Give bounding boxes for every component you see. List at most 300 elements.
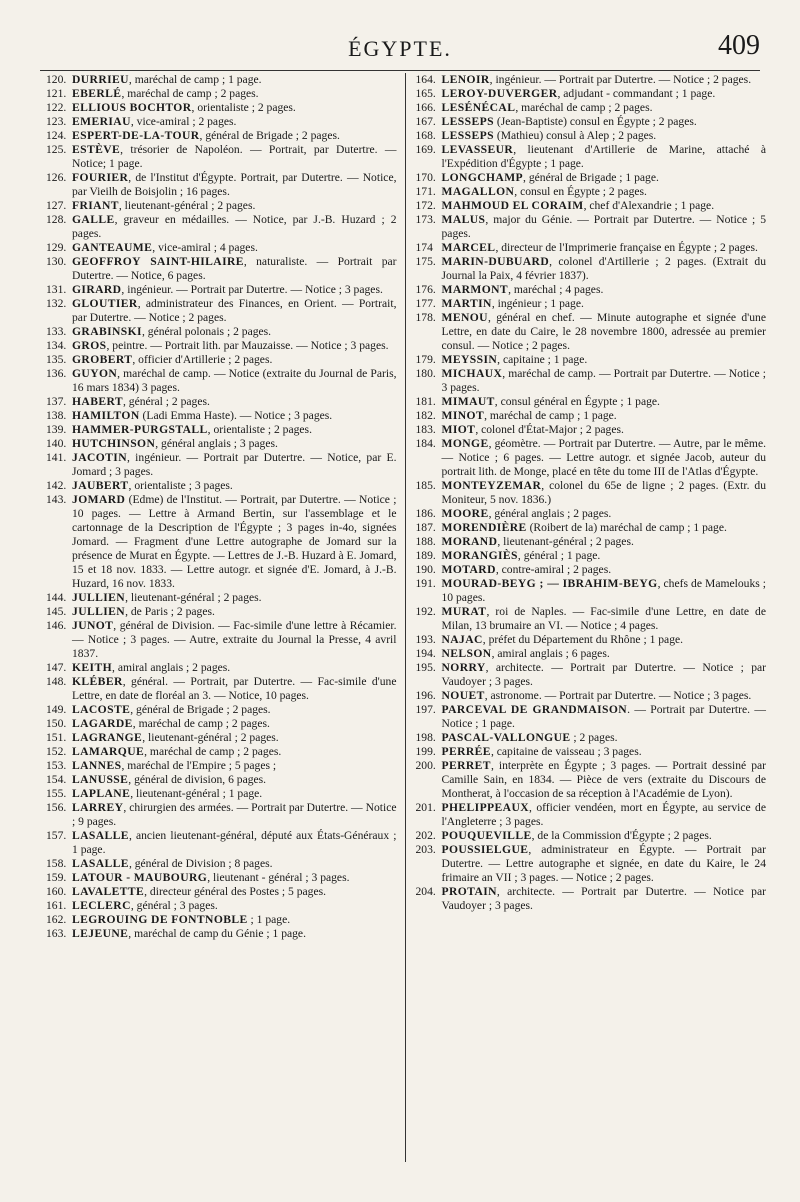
entry-name: ESTÈVE: [72, 143, 121, 156]
entry-name: EMERIAU: [72, 115, 131, 128]
entry-name: POUSSIELGUE: [441, 843, 529, 856]
entry-number: 180.: [415, 367, 436, 380]
entry-number: 161.: [46, 899, 67, 912]
entry-number: 120.: [46, 73, 67, 86]
entry-description: , astronome. — Portrait par Dutertre. — Notice ; 3 pages.: [484, 689, 752, 702]
entry-name: POUQUEVILLE: [441, 829, 532, 842]
index-entry: [416, 311, 767, 353]
entry-description: , chef d'Alexandrie ; 1 page.: [583, 199, 715, 212]
index-entry: [416, 521, 767, 535]
index-entry: [46, 297, 397, 325]
entry-description: , chefs de Mamelouks ; 10 pages.: [441, 577, 767, 604]
index-entry: [416, 199, 767, 213]
index-entry: [46, 871, 397, 885]
entry-number: 203.: [415, 843, 436, 856]
index-entry: [46, 283, 397, 297]
entry-name: MORAND: [441, 535, 498, 548]
entry-number: 198.: [415, 731, 436, 744]
index-entry: [416, 73, 767, 87]
entry-name: HAMILTON: [72, 409, 140, 422]
entry-number: 157.: [46, 829, 67, 842]
entry-name: LEROY-DUVERGER: [441, 87, 558, 100]
entry-description: , colonel d'Artillerie ; 2 pages. (Extrait du Journal la Paix, 4 février 1837).: [441, 255, 766, 282]
entry-description: , amiral anglais ; 6 pages.: [491, 647, 610, 660]
entry-description: (Roibert de la) maréchal de camp ; 1 page.: [526, 521, 727, 534]
entry-description: , architecte. — Portrait par Dutertre. — Notice par Vaudoyer ; 3 pages.: [441, 885, 766, 912]
entry-name: HUTCHINSON: [72, 437, 156, 450]
entry-name: GRABINSKI: [72, 325, 142, 338]
entry-name: LENOIR: [441, 73, 490, 86]
index-entry: [416, 87, 767, 101]
index-entry: [416, 409, 767, 423]
index-entry: [416, 633, 767, 647]
entry-description: , général polonais ; 2 pages.: [141, 325, 272, 338]
index-entry: [46, 115, 397, 129]
entry-number: 158.: [46, 857, 67, 870]
index-entry: [46, 437, 397, 451]
entry-number: 204.: [415, 885, 436, 898]
entry-number: 193.: [415, 633, 436, 646]
entry-number: 131.: [46, 283, 67, 296]
index-entry: [46, 325, 397, 339]
entry-number: 150.: [46, 717, 67, 730]
entry-description: , directeur de l'Imprimerie française en Égypte ; 2 pages.: [495, 241, 758, 254]
index-entry: [46, 101, 397, 115]
entry-description: , ingénieur. — Portrait par Dutertre. — Notice, par E. Jomard ; 3 pages.: [72, 451, 397, 478]
index-entry: [46, 87, 397, 101]
entry-number: 125.: [46, 143, 67, 156]
entry-description: , adjudant - commandant ; 1 page.: [557, 87, 716, 100]
entry-description: , orientaliste ; 2 pages.: [191, 101, 296, 114]
entry-number: 185.: [415, 479, 436, 492]
entry-number: 176.: [415, 283, 436, 296]
index-entry: [46, 143, 397, 171]
entry-name: PARCEVAL DE GRANDMAISON: [441, 703, 628, 716]
entry-number: 183.: [415, 423, 436, 436]
entry-description: , peintre. — Portrait lith. par Mauzaisse. — Notice ; 3 pages.: [106, 339, 389, 352]
index-entry: [416, 283, 767, 297]
index-entry: [416, 185, 767, 199]
entry-number: 155.: [46, 787, 67, 800]
entry-name: JULLIEN: [72, 591, 126, 604]
index-entry: [46, 801, 397, 829]
entry-number: 181.: [415, 395, 436, 408]
entry-name: MEYSSIN: [441, 353, 498, 366]
entry-number: 191.: [415, 577, 436, 590]
entry-number: 182.: [415, 409, 436, 422]
index-entry: [416, 843, 767, 885]
entry-name: LAPLANE: [72, 787, 131, 800]
entry-description: , consul général en Égypte ; 1 page.: [494, 395, 660, 408]
entry-name: JAUBERT: [72, 479, 129, 492]
index-entry: [416, 577, 767, 605]
entry-number: 124.: [46, 129, 67, 142]
entry-description: , consul en Égypte ; 2 pages.: [514, 185, 647, 198]
index-entry: [416, 535, 767, 549]
entry-number: 130.: [46, 255, 67, 268]
index-entry: [46, 353, 397, 367]
entry-description: ; 1 page.: [247, 913, 291, 926]
index-entry: [46, 367, 397, 395]
entry-name: DURRIEU: [72, 73, 129, 86]
entry-description: , officier d'Artillerie ; 2 pages.: [132, 353, 273, 366]
entry-number: 179.: [415, 353, 436, 366]
index-entry: [416, 213, 767, 241]
entry-number: 189.: [415, 549, 436, 562]
entry-name: JOMARD: [72, 493, 126, 506]
index-entry: [416, 143, 767, 171]
index-entry: [46, 829, 397, 857]
entry-name: KLÉBER: [72, 675, 123, 688]
entry-name: HAMMER-PURGSTALL: [72, 423, 208, 436]
entry-number: 156.: [46, 801, 67, 814]
entry-name: PHELIPPEAUX: [441, 801, 529, 814]
entry-name: MORENDIÈRE: [441, 521, 527, 534]
entry-description: , contre-amiral ; 2 pages.: [495, 563, 612, 576]
entry-number: 199.: [415, 745, 436, 758]
entry-name: LASALLE: [72, 857, 129, 870]
entry-description: , général de Division ; 8 pages.: [128, 857, 273, 870]
entry-number: 192.: [415, 605, 436, 618]
index-entry: [416, 885, 767, 913]
entry-description: , orientaliste ; 2 pages.: [207, 423, 312, 436]
entry-description: , roi de Naples. — Fac-simile d'une Lettre, en date de Milan, 13 brumaire an VI. — Notice ; 4 pages.: [441, 605, 766, 632]
entry-number: 202.: [415, 829, 436, 842]
entry-description: , maréchal de camp ; 1 page.: [484, 409, 617, 422]
index-entry: [416, 661, 767, 689]
entry-name: MONTEYZEMAR: [441, 479, 542, 492]
entry-description: , ingénieur. — Portrait par Dutertre. — Notice ; 3 pages.: [121, 283, 383, 296]
entry-number: 143.: [46, 493, 67, 506]
entry-name: LEVASSEUR: [441, 143, 514, 156]
index-entry: [416, 801, 767, 829]
entry-number: 171.: [415, 185, 436, 198]
entry-description: , vice-amiral ; 2 pages.: [130, 115, 237, 128]
entry-number: 173.: [415, 213, 436, 226]
entry-number: 163.: [46, 927, 67, 940]
entry-name: JACOTIN: [72, 451, 127, 464]
entry-description: , ancien lieutenant-général, député aux États-Généraux ; 1 page.: [72, 829, 397, 856]
entry-number: 147.: [46, 661, 67, 674]
index-entry: [46, 451, 397, 479]
index-entry: [416, 437, 767, 479]
index-entry: [46, 213, 397, 241]
index-entry: [46, 199, 397, 213]
entry-description: , capitaine de vaisseau ; 3 pages.: [490, 745, 642, 758]
running-head: [0, 28, 800, 68]
entry-description: , général de Division. — Fac-simile d'une lettre à Récamier. — Notice ; 3 pages. — Autre, extraite du Journal la Presse, 4 avril 1837.: [72, 619, 397, 660]
entry-number: 152.: [46, 745, 67, 758]
entry-description: , maréchal de camp. — Portrait par Dutertre. — Notice ; 3 pages.: [441, 367, 766, 394]
entry-description: , lieutenant d'Artillerie de Marine, attaché à l'Expédition d'Égypte ; 1 page.: [441, 143, 766, 170]
entry-number: 162.: [46, 913, 67, 926]
entry-number: 144.: [46, 591, 67, 604]
entry-number: 149.: [46, 703, 67, 716]
entry-number: 126.: [46, 171, 67, 184]
entry-name: MURAT: [441, 605, 487, 618]
entry-description: , major du Génie. — Portrait par Dutertre. — Notice ; 5 pages.: [441, 213, 766, 240]
entry-name: MALUS: [441, 213, 486, 226]
index-entry: [416, 353, 767, 367]
entry-name: GROBERT: [72, 353, 133, 366]
entry-name: GROS: [72, 339, 107, 352]
entry-number: 196.: [415, 689, 436, 702]
entry-description: , administrateur en Égypte. — Portrait par Dutertre. — Lettre autographe et signée, en date du Kaire, le 24 frimaire an VII ; 3 pages. — Notice ; 2 pages.: [441, 843, 766, 884]
index-entry: [416, 647, 767, 661]
header-rule: [40, 70, 760, 71]
entry-name: JUNOT: [72, 619, 114, 632]
index-entry: [46, 927, 397, 941]
entry-number: 146.: [46, 619, 67, 632]
entry-name: LAGRANGE: [72, 731, 143, 744]
entry-description: , trésorier de Napoléon. — Portrait, par Dutertre. — Notice; 1 page.: [72, 143, 397, 170]
index-entry: [46, 605, 397, 619]
entry-description: , capitaine ; 1 page.: [497, 353, 588, 366]
entry-number: 142.: [46, 479, 67, 492]
index-entry: [46, 479, 397, 493]
index-entry: [46, 913, 397, 927]
index-entry: [46, 787, 397, 801]
entry-name: MICHAUX: [441, 367, 503, 380]
entry-name: MARCEL: [441, 241, 496, 254]
entry-description: , maréchal de l'Empire ; 5 pages ;: [121, 759, 277, 772]
entry-name: KEITH: [72, 661, 113, 674]
page-number: 409: [718, 30, 760, 61]
index-entry: [416, 703, 767, 731]
entry-description: , général de Brigade ; 2 pages.: [130, 703, 271, 716]
entry-description: , architecte. — Portrait par Dutertre. — Notice ; par Vaudoyer ; 3 pages.: [441, 661, 766, 688]
entry-number: 184.: [415, 437, 436, 450]
entry-description: (Mathieu) consul à Alep ; 2 pages.: [493, 129, 657, 142]
right-column: [406, 73, 773, 1162]
entry-description: , maréchal de camp ; 1 page.: [128, 73, 262, 86]
index-entry: [46, 899, 397, 913]
index-entry: [46, 731, 397, 745]
index-entry: [416, 479, 767, 507]
entry-description: (Ladi Emma Haste). — Notice ; 3 pages.: [139, 409, 333, 422]
entry-name: LARREY: [72, 801, 124, 814]
index-entry: [416, 395, 767, 409]
index-entry: [46, 745, 397, 759]
entry-number: 129.: [46, 241, 67, 254]
entry-description: , lieutenant-général ; 2 pages.: [118, 199, 256, 212]
entry-number: 139.: [46, 423, 67, 436]
index-entry: [416, 241, 767, 255]
entry-description: , amiral anglais ; 2 pages.: [112, 661, 231, 674]
entry-name: MENOU: [441, 311, 488, 324]
entry-number: 165.: [415, 87, 436, 100]
entry-number: 159.: [46, 871, 67, 884]
index-entry: [46, 129, 397, 143]
index-entry: [416, 745, 767, 759]
entry-number: 127.: [46, 199, 67, 212]
entry-name: MOORE: [441, 507, 489, 520]
entry-name: LEJEUNE: [72, 927, 129, 940]
index-entry: [416, 563, 767, 577]
entry-name: EBERLÉ: [72, 87, 122, 100]
index-entry: [416, 759, 767, 801]
entry-name: MAHMOUD EL CORAIM: [441, 199, 584, 212]
index-entry: [416, 507, 767, 521]
entry-description: , maréchal de camp ; 2 pages.: [132, 717, 270, 730]
entry-description: , maréchal de camp ; 2 pages.: [515, 101, 653, 114]
entry-name: LAGARDE: [72, 717, 133, 730]
entry-number: 123.: [46, 115, 67, 128]
entry-name: FOURIER: [72, 171, 129, 184]
entry-number: 154.: [46, 773, 67, 786]
entry-number: 172.: [415, 199, 436, 212]
index-entry: [46, 423, 397, 437]
index-entry: [416, 129, 767, 143]
index-entry: [46, 661, 397, 675]
entry-description: , de la Commission d'Égypte ; 2 pages.: [531, 829, 712, 842]
index-entry: [416, 255, 767, 283]
entry-name: MIOT: [441, 423, 476, 436]
entry-name: LAVALETTE: [72, 885, 145, 898]
entry-name: MIMAUT: [441, 395, 495, 408]
entry-description: , de l'Institut d'Égypte. Portrait, par Dutertre. — Notice, par Vieilh de Boisjolin ; 16 pages.: [72, 171, 397, 198]
entry-description: ; 2 pages.: [570, 731, 618, 744]
entry-name: GANTEAUME: [72, 241, 153, 254]
entry-description: , lieutenant-général ; 2 pages.: [497, 535, 634, 548]
entry-number: 128.: [46, 213, 67, 226]
entry-number: 148.: [46, 675, 67, 688]
entry-name: JULLIEN: [72, 605, 126, 618]
entry-description: , général. — Portrait, par Dutertre. — Fac-simile d'une Lettre, en date de floréal an 3. — Notice, 10 pages.: [72, 675, 397, 702]
index-entry: [46, 885, 397, 899]
entry-number: 200.: [415, 759, 436, 772]
entry-name: MOURAD-BEYG ; — IBRAHIM-BEYG: [441, 577, 658, 590]
entry-number: 169.: [415, 143, 436, 156]
index-entry: [416, 731, 767, 745]
entry-name: LONGCHAMP: [441, 171, 524, 184]
entry-name: GEOFFROY SAINT-HILAIRE: [72, 255, 244, 268]
entry-number: 134.: [46, 339, 67, 352]
index-entry: [46, 171, 397, 199]
left-column: [40, 73, 406, 1162]
entry-description: , ingénieur ; 1 page.: [491, 297, 584, 310]
entry-name: MARTIN: [441, 297, 492, 310]
entry-number: 136.: [46, 367, 67, 380]
entry-description: , général ; 2 pages.: [122, 395, 210, 408]
entry-number: 195.: [415, 661, 436, 674]
entry-description: , général de Brigade ; 1 page.: [523, 171, 659, 184]
entry-description: , chirurgien des armées. — Portrait par Dutertre. — Notice ; 9 pages.: [72, 801, 397, 828]
entry-number: 141.: [46, 451, 67, 464]
entry-number: 190.: [415, 563, 436, 576]
entry-name: LANUSSE: [72, 773, 129, 786]
entry-name: MOTARD: [441, 563, 496, 576]
entry-number: 178.: [415, 311, 436, 324]
index-entry: [416, 549, 767, 563]
entry-description: , colonel d'État-Major ; 2 pages.: [475, 423, 624, 436]
entry-description: , maréchal de camp du Génie ; 1 page.: [128, 927, 306, 940]
index-entry: [46, 759, 397, 773]
entry-description: , général anglais ; 2 pages.: [488, 507, 612, 520]
entry-description: , officier vendéen, mort en Égypte, au service de l'Angleterre ; 3 pages.: [441, 801, 766, 828]
entry-name: LEGROUING DE FONTNOBLE: [72, 913, 248, 926]
entry-number: 140.: [46, 437, 67, 450]
index-entry: [416, 605, 767, 633]
entry-description: , colonel du 65e de ligne ; 2 pages. (Extr. du Moniteur, 5 nov. 1836.): [441, 479, 766, 506]
entry-name: NOUET: [441, 689, 485, 702]
entry-name: MINOT: [441, 409, 485, 422]
index-entry: [46, 409, 397, 423]
entry-description: , naturaliste. — Portrait par Dutertre. — Notice, 6 pages.: [72, 255, 397, 282]
index-entry: [46, 493, 397, 591]
index-entry: [46, 241, 397, 255]
entry-number: 122.: [46, 101, 67, 114]
entry-description: , préfet du Département du Rhône ; 1 page.: [482, 633, 684, 646]
entry-number: 168.: [415, 129, 436, 142]
entry-name: PROTAIN: [441, 885, 497, 898]
entry-name: LACOSTE: [72, 703, 131, 716]
index-entry: [46, 255, 397, 283]
entry-number: 197.: [415, 703, 436, 716]
index-entry: [46, 73, 397, 87]
page-title: ÉGYPTE.: [348, 36, 452, 61]
entry-name: MARMONT: [441, 283, 509, 296]
entry-number: 153.: [46, 759, 67, 772]
entry-description: , général ; 3 pages.: [130, 899, 218, 912]
entry-description: , maréchal ; 4 pages.: [508, 283, 604, 296]
entry-description: , graveur en médailles. — Notice, par J.-B. Huzard ; 2 pages.: [72, 213, 397, 240]
entry-description: , général ; 1 page.: [517, 549, 601, 562]
entry-number: 186.: [415, 507, 436, 520]
index-entry: [416, 297, 767, 311]
index-entry: [416, 367, 767, 395]
entry-name: GUYON: [72, 367, 118, 380]
index-entry: [416, 829, 767, 843]
entry-description: , maréchal de camp. — Notice (extraite du Journal de Paris, 16 mars 1834) 3 pages.: [72, 367, 397, 394]
index-entry: [46, 717, 397, 731]
entry-description: , géomètre. — Portrait par Dutertre. — Autre, par le même. — Notice ; 6 pages. — Lettre autogr. et signée Jacob, auteur du portrait lith. de Monge, placé en tête du tome III de l'Atlas d'Égypte.: [441, 437, 766, 478]
entry-name: PERRÉE: [441, 745, 491, 758]
entry-number: 177.: [415, 297, 436, 310]
entry-name: PERRET: [441, 759, 491, 772]
index-entry: [46, 857, 397, 871]
entry-name: PASCAL-VALLONGUE: [441, 731, 571, 744]
entry-description: , lieutenant - général ; 3 pages.: [207, 871, 350, 884]
entry-description: , ingénieur. — Portrait par Dutertre. — Notice ; 2 pages.: [489, 73, 752, 86]
entry-name: GLOUTIER: [72, 297, 138, 310]
entry-number: 164.: [415, 73, 436, 86]
entry-name: LECLERC: [72, 899, 131, 912]
entry-description: , général en chef. — Minute autographe et signée d'une Lettre, en date du Caire, le 28 novembre 1800, adressée au premier consul. — Notice ; 2 pages.: [441, 311, 766, 352]
entry-description: , administrateur des Finances, en Orient. — Portrait, par Dutertre. — Notice ; 2 pages.: [72, 297, 397, 324]
entry-name: NORRY: [441, 661, 486, 674]
entry-number: 166.: [415, 101, 436, 114]
index-columns: [40, 73, 772, 1162]
entry-description: , maréchal de camp ; 2 pages.: [121, 87, 259, 100]
index-entry: [416, 115, 767, 129]
entry-number: 175.: [415, 255, 436, 268]
entry-number: 188.: [415, 535, 436, 548]
index-entry: [46, 703, 397, 717]
entry-description: , général de division, 6 pages.: [128, 773, 267, 786]
entry-description: , orientaliste ; 3 pages.: [128, 479, 233, 492]
entry-name: LANNES: [72, 759, 122, 772]
entry-name: ELLIOUS BOCHTOR: [72, 101, 192, 114]
entry-description: , directeur général des Postes ; 5 pages.: [144, 885, 327, 898]
entry-description: (Edme) de l'Institut. — Portrait, par Dutertre. — Notice ; 10 pages. — Lettre à Armand Bertin, sur l'assemblage et le cartonnage de la Description de l'Égypte ; 3 pages in-4o, signées Jomard. — Fragment d'une Lettre autographe de Jomard sur la présence de Murat en Égypte. — Lettres de J.-B. Huzard à E. Jomard, 15 et 18 nov. 1833. — Lettre autogr. et signée d'E. Jomard, à J.-B. Huzard, 16 nov. 1833.: [72, 493, 397, 590]
entry-description: , général de Brigade ; 2 pages.: [199, 129, 340, 142]
index-entry: [46, 619, 397, 661]
entry-name: LASALLE: [72, 829, 129, 842]
entry-name: NELSON: [441, 647, 492, 660]
entry-number: 133.: [46, 325, 67, 338]
index-entry: [46, 675, 397, 703]
